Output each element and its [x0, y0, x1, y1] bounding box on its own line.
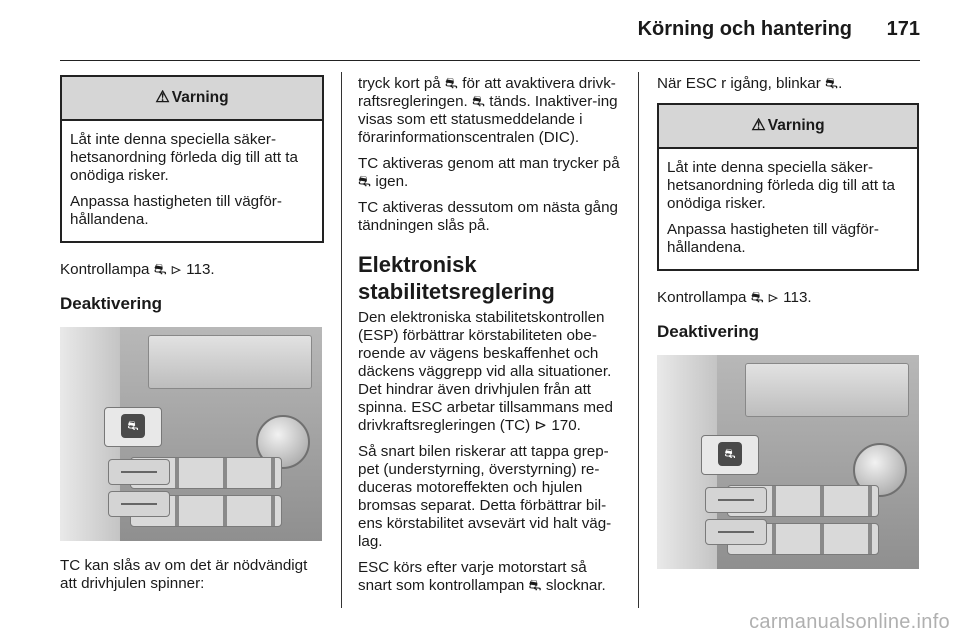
- body-paragraph: När ESC r igång, blinkar ⛐.: [657, 75, 843, 92]
- indicator-reference: Kontrollampa ⛐ ⊳ 113.: [657, 289, 812, 306]
- header-title: Körning och hantering: [637, 18, 852, 40]
- section-subheading: Deaktivering: [60, 294, 163, 313]
- column-divider: [341, 72, 342, 608]
- warning-text: Låt inte denna speciella säker-hetsanordning förleda dig till att ta onödiga risker.: [70, 131, 298, 184]
- photo-key: [705, 487, 767, 513]
- warning-triangle-icon: ⚠: [155, 89, 170, 106]
- traction-control-icon: ⛐: [718, 442, 742, 466]
- body-paragraph: tryck kort på ⛐ för att avaktivera drivk-raftsregleringen. ⛐ tänds. Inaktiver-ing visas som ett statusmeddelande i förarinformationscentralen (DIC).: [358, 75, 618, 146]
- photo-display: [745, 363, 909, 417]
- dashboard-photo: [657, 355, 919, 569]
- watermark: carmanualsonline.info: [749, 611, 950, 633]
- body-paragraph: TC aktiveras genom att man trycker på ⛐ igen.: [358, 155, 620, 190]
- warning-body: [62, 121, 322, 241]
- column-3: [657, 75, 919, 569]
- photo-key: [705, 519, 767, 545]
- photo-key: [108, 459, 170, 485]
- warning-header: [659, 105, 917, 149]
- body-paragraph: Den elektroniska stabilitetskontrollen (ESP) förbättrar körstabiliteten obe-roende av vägens beskaffenhet och däckens väggrepp vid alla situationer. Det hindrar även drivhjulen från att spinna. ESC arbetar tillsammans med drivkraftsregleringen (TC) ⊳ 170.: [358, 309, 613, 434]
- photo-display: [148, 335, 312, 389]
- section-subheading: Deaktivering: [657, 322, 760, 341]
- warning-triangle-icon: ⚠: [751, 117, 766, 134]
- warning-label: Varning: [171, 89, 229, 106]
- indicator-reference: Kontrollampa ⛐ ⊳ 113.: [60, 261, 215, 278]
- warning-body: [659, 149, 917, 269]
- photo-tc-button: [104, 407, 162, 447]
- column-1: [60, 75, 324, 601]
- section-heading: Elektronisk stabilitetsreglering: [358, 252, 555, 304]
- warning-text: Låt inte denna speciella säker-hetsanordning förleda dig till att ta onödiga risker.: [667, 159, 895, 212]
- warning-text: Anpassa hastigheten till vägför-hållandena.: [70, 193, 282, 228]
- dashboard-photo: [60, 327, 322, 541]
- warning-label: Varning: [767, 117, 825, 134]
- traction-control-icon: ⛐: [121, 414, 145, 438]
- column-2: [358, 75, 624, 603]
- photo-key: [108, 491, 170, 517]
- page-header: [60, 18, 920, 48]
- body-paragraph: ESC körs efter varje motorstart så snart som kontrollampan ⛐ slocknar.: [358, 559, 606, 594]
- page-number: 171: [886, 18, 920, 40]
- warning-text: Anpassa hastigheten till vägför-hållandena.: [667, 221, 879, 256]
- warning-box: [60, 75, 324, 243]
- column-divider: [638, 72, 639, 608]
- body-paragraph: Så snart bilen riskerar att tappa grep-pet (understyrning, överstyrning) re-duceras motoreffekten och hjulen bromsas separat. Detta förbättrar bil-ens körstabilitet avsevärt vid halt väg-lag.: [358, 443, 612, 550]
- warning-box: [657, 103, 919, 271]
- warning-header: [62, 77, 322, 121]
- photo-tc-button: [701, 435, 759, 475]
- header-rule: [60, 60, 920, 61]
- body-paragraph: TC aktiveras dessutom om nästa gång tändningen slås på.: [358, 199, 618, 234]
- photo-caption: TC kan slås av om det är nödvändigt att drivhjulen spinner:: [60, 557, 308, 592]
